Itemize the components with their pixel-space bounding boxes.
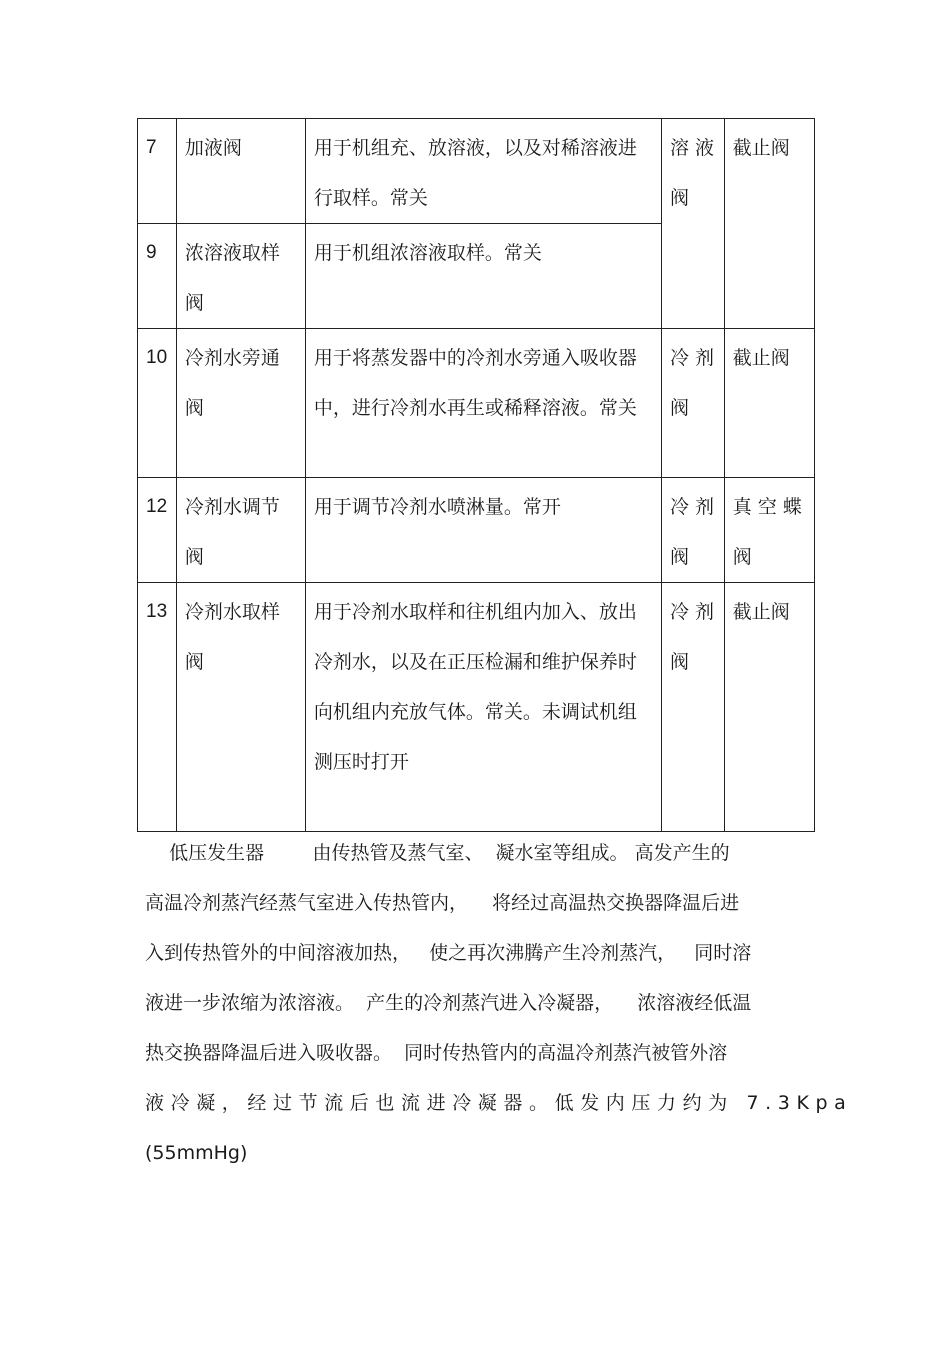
valve-type: 溶 液阀 — [662, 119, 725, 329]
valve-name: 冷剂水旁通阀 — [176, 329, 305, 478]
paragraph-line: (55mmHg) — [145, 1142, 248, 1164]
valve-description: 用于机组充、放溶液，以及对稀溶液进行取样。常关 — [305, 119, 661, 224]
valve-name: 浓溶液取样阀 — [176, 224, 305, 329]
valve-number: 9 — [138, 224, 177, 329]
valve-number: 7 — [138, 119, 177, 224]
valve-name: 冷剂水调节阀 — [176, 478, 305, 583]
valve-description: 用于冷剂水取样和往机组内加入、放出冷剂水，以及在正压检漏和维护保养时向机组内充放气体。常关。未调试机组测压时打开 — [305, 583, 661, 832]
valve-description: 用于机组浓溶液取样。常关 — [305, 224, 661, 329]
paragraph-line: 热交换器降温后进入吸收器。 同时传热管内的高温冷剂蒸汽被管外溶 — [145, 1042, 728, 1064]
table-row — [138, 329, 815, 478]
valve-name: 冷剂水取样阀 — [176, 583, 305, 832]
valve-kind: 截止阀 — [724, 329, 814, 478]
valve-type: 冷 剂阀 — [662, 478, 725, 583]
valve-type: 冷 剂阀 — [662, 329, 725, 478]
paragraph-line: 低压发生器 由传热管及蒸气室、 凝水室等组成。 高发产生的 — [145, 842, 730, 864]
valve-kind: 真 空 蝶阀 — [724, 478, 814, 583]
paragraph-line: 入到传热管外的中间溶液加热， 使之再次沸腾产生冷剂蒸汽， 同时溶 — [145, 942, 752, 964]
valve-number: 12 — [138, 478, 177, 583]
valve-number: 10 — [138, 329, 177, 478]
valve-description: 用于将蒸发器中的冷剂水旁通入吸收器中，进行冷剂水再生或稀释溶液。常关 — [305, 329, 661, 478]
table-row — [138, 478, 815, 583]
valve-kind: 截止阀 — [724, 119, 814, 329]
body-paragraph — [145, 828, 853, 1178]
paragraph-line: 液冷凝，经过节流后也流进冷凝器。低发内压力约为 7.3Kpa — [145, 1092, 853, 1114]
valve-table — [137, 118, 815, 832]
table-row — [138, 583, 815, 832]
valve-description: 用于调节冷剂水喷淋量。常开 — [305, 478, 661, 583]
paragraph-line: 高温冷剂蒸汽经蒸气室进入传热管内， 将经过高温热交换器降温后进 — [145, 892, 740, 914]
valve-name: 加液阀 — [176, 119, 305, 224]
valve-kind: 截止阀 — [724, 583, 814, 832]
paragraph-line: 液进一步浓缩为浓溶液。 产生的冷剂蒸汽进入冷凝器， 浓溶液经低温 — [145, 992, 752, 1014]
valve-number: 13 — [138, 583, 177, 832]
table-row — [138, 119, 815, 224]
valve-type: 冷 剂阀 — [662, 583, 725, 832]
